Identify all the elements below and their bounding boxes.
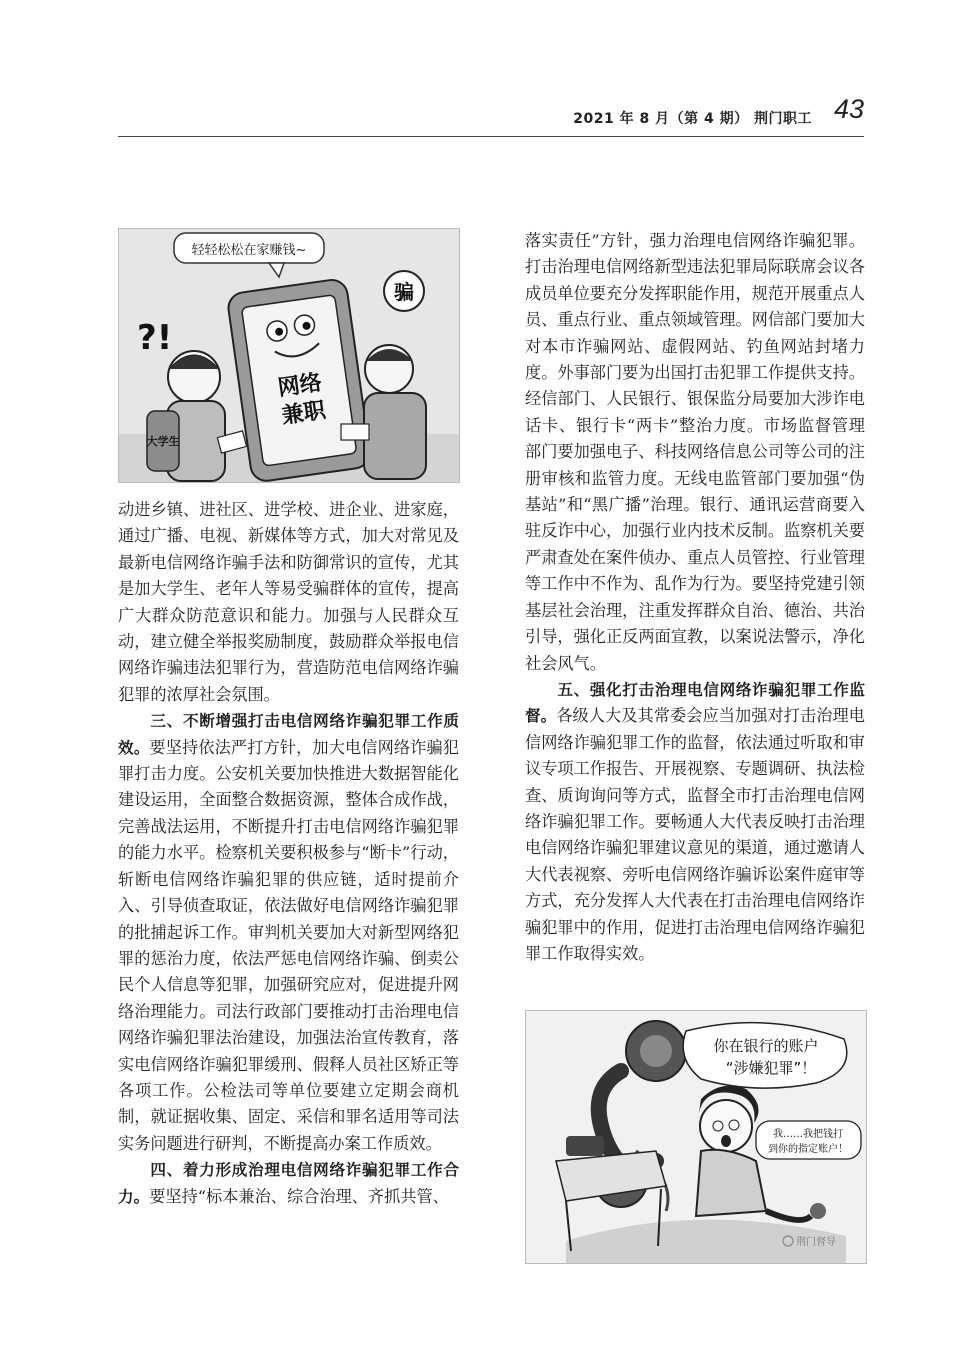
issue-info: 2021 年 8 月（第 4 期） 荆门职工	[573, 111, 812, 127]
phone-screen-text-1: 网络	[276, 370, 324, 402]
victim-reply-2: 到你的指定账户！	[768, 1144, 848, 1155]
page-header	[118, 96, 864, 137]
section-paragraph-4	[118, 1157, 459, 1210]
paragraph: 落实责任”方针，强力治理电信网络诈骗犯罪。打击治理电信网络新型违法犯罪局际联席会议各成员单位要充分发挥职能作用，规范开展重点人员、重点行业、重点领域管理。网信部门要加大对本市诈骗网站、虚假网站、钓鱼网站封堵力度。外事部门要为出国打击犯罪工作提供支持。经信部门、人民银行、银保监分局要加大涉诈电话卡、银行卡“两卡”整治力度。市场监督管理部门要加强电子、科技网络信息公司等公司的注册审核和监管力度。无线电监管部门要加强“伪基站”和“黑广播”治理。银行、通讯运营商要入驻反诈中心，加强行业内技术反制。监察机关要严肃查处在案件侦办、重点人员管控、行业管理等工作中不作为、乱作为行为。要坚持党建引领基层社会治理，注重发挥群众自治、德治、共治引导，强化正反两面宣教，以案说法警示，净化社会风气。	[525, 231, 865, 673]
speech-bubble-text: 轻轻松松在家赚钱~	[191, 243, 307, 258]
caller-speech-1: 你在银行的账户	[713, 1037, 819, 1055]
section-heading-5: 五、强化打击治理电信网络诈骗犯罪工作监督。	[525, 680, 865, 726]
scam-cartoon-graphic	[119, 229, 459, 482]
section-paragraph-3	[118, 708, 459, 1157]
section-heading-3: 三、不断增强打击电信网络诈骗犯罪工作质效。	[118, 712, 459, 757]
illustration-phone-scam	[525, 1010, 867, 1264]
paragraph-body: 要坚持“标本兼治、综合治理、齐抓共管、	[149, 1186, 449, 1206]
right-column	[525, 228, 865, 967]
section-paragraph-5	[525, 677, 865, 967]
student-bag-label: 大学生	[146, 435, 180, 448]
phone-screen-text-2: 兼职	[280, 398, 328, 430]
caller-speech-2: “涉嫌犯罪”！	[725, 1059, 817, 1077]
page-number: 43	[833, 94, 864, 124]
section-heading-4: 四、着力形成治理电信网络诈骗犯罪工作合力。	[118, 1161, 459, 1206]
phone-scam-cartoon-graphic	[526, 1011, 866, 1263]
paragraph-body: 要坚持依法严打方针，加大电信网络诈骗犯罪打击力度。公安机关要加快推进大数据智能化建设运用，全面整合数据资源，整体合成作战，完善战法运用，不断提升打击电信网络诈骗犯罪的能力水平。检察机关要积极参与“断卡”行动，斩断电信网络诈骗犯罪的供应链，适时提前介入、引导侦查取证，依法做好电信网络诈骗犯罪的批捕起诉工作。审判机关要加大对新型网络犯罪的惩治力度，依法严惩电信网络诈骗、倒卖公民个人信息等犯罪，加强研究应对，促进提升网络治理能力。司法行政部门要推动打击治理电信网络诈骗犯罪法治建设，加强法治宣传教育，落实电信网络诈骗犯罪缓刑、假释人员社区矫正等各项工作。公检法司等单位要建立定期会商机制，就证据收集、固定、采信和罪名适用等司法实务问题进行研判，不断提高办案工作质效。	[118, 737, 459, 1153]
scam-char: 骗	[394, 280, 414, 304]
illustration-online-job-scam	[118, 228, 460, 483]
watermark-text: 荆门督导	[796, 1237, 836, 1248]
paragraph: 动进乡镇、进社区、进学校、进企业、进家庭，通过广播、电视、新媒体等方式，加大对常见及最新电信网络诈骗手法和防御常识的宣传，尤其是加大学生、老年人等易受骗群体的宣传，提高广大群众防范意识和能力。加强与人民群众互动，建立健全举报奖励制度，鼓励群众举报电信网络诈骗违法犯罪行为，营造防范电信网络诈骗犯罪的浓厚社会氛围。	[118, 500, 459, 704]
victim-reply-1: 我……我把钱打	[773, 1129, 843, 1140]
paragraph-body: 各级人大及其常委会应当加强对打击治理电信网络诈骗犯罪工作的监督，依法通过听取和审议专项工作报告、开展视察、专题调研、执法检查、质询询问等方式，监督全市打击治理电信网络诈骗犯罪工作。要畅通人大代表反映打击治理电信网络诈骗犯罪建议意见的渠道，通过邀请人大代表视察、旁听电信网络诈骗诉讼案件庭审等方式，充分发挥人大代表在打击治理电信网络诈骗犯罪中的作用，促进打击治理电信网络诈骗犯罪工作取得实效。	[525, 706, 865, 963]
question-mark: ?!	[137, 318, 173, 358]
left-column	[118, 497, 459, 1210]
